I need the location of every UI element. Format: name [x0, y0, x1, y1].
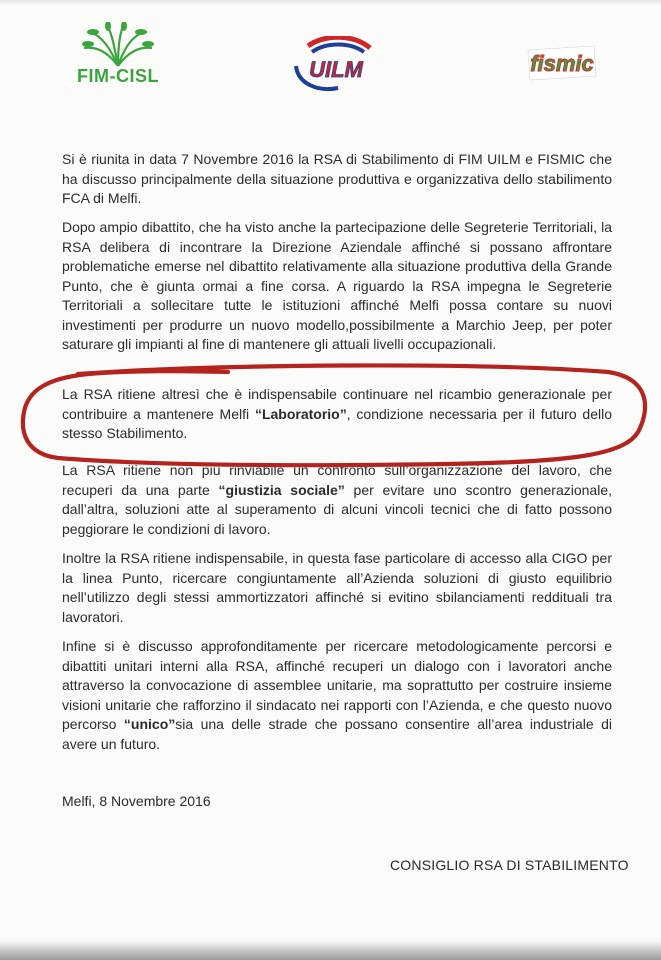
fim-cisl-logo	[64, 22, 174, 88]
p4-bold-giustizia-sociale: “giustizia sociale”	[218, 481, 345, 498]
paper-edge-top	[0, 0, 661, 6]
p3-text-after: , condizione necessaria per il futuro dello stesso Stabilimento.	[62, 405, 613, 441]
signature-date: Melfi, 8 Novembre 2016	[62, 793, 211, 809]
paragraph-generational-change	[62, 385, 612, 444]
p6-bold-unico: “unico”	[123, 716, 176, 732]
paragraph-work-organization	[62, 461, 612, 539]
paragraph-debate: Dopo ampio dibattito, che ha visto anche la partecipazione delle Segreterie Territoriali, la RSA delibera di incontrare la Direzione Aziendale affinché si possano affrontare problematiche emerse nel dibattito relativamente alla situazione produttiva della Grande Punto, che è giunta ormai a fine corsa. A riguardo la RSA impegna le Segreterie Territoriali a sollecitare tutte le istituzioni affinché Melfi possa contare su nuovi investimenti per produrre un nuovo modello,possibilmente a Marchio Jeep, per poter saturare gli impianti al fine di mantenere gli attuali livelli occupazionali.	[62, 219, 612, 352]
p3-bold-laboratorio: “Laboratorio”	[254, 405, 347, 422]
p6-text-after: sia una delle strade che possano consentire all’area industriale di avere un futuro.	[62, 716, 612, 752]
paper-edge-bottom	[0, 940, 661, 960]
uilm-logo-text: UILM	[309, 57, 363, 82]
paragraph-unitary-path	[62, 637, 612, 754]
fim-cisl-logo-text: FIM-CISL	[77, 66, 159, 86]
p6-text-before: Infine si è discusso approfonditamente per ricercare metodologicamente percorsi e dibattiti unitari interni alla RSA, affinché recuperi un dialogo con i lavoratori anche attraverso la convocazione di assemblee unitarie, ma soprattutto per costruire insieme visioni unitarie che rafforzino il sindacato nei rapporti con l’Azienda, e che questo nuovo percorso	[62, 638, 612, 732]
fismic-logo-text: fismic	[530, 51, 594, 76]
fim-cisl-flower-icon	[78, 22, 158, 68]
paragraph-meeting-summary: Si è riunita in data 7 Novembre 2016 la RSA di Stabilimento di FIM UILM e FISMIC che ha discusso principalmente della situazione produttiva e organizzativa dello stabilimento FCA di Melfi.	[62, 151, 612, 206]
paragraph-cigo: Inoltre la RSA ritiene indispensabile, in questa fase particolare di accesso alla CIGO per la linea Punto, ricercare congiuntamente all’Azienda soluzioni di giusto equilibrio nell’utilizzo degli stessi ammortizzatori affinché si evitino sbilanciamenti reddituali tra lavoratori.	[62, 550, 612, 625]
uilm-logo	[290, 36, 382, 92]
p4-text-before: La RSA ritiene non più rinviabile un confronto sull’organizzazione del lavoro, che recuperi da una parte	[62, 462, 612, 498]
signature-council: CONSIGLIO RSA DI STABILIMENTO	[390, 857, 629, 873]
fismic-logo	[524, 40, 600, 84]
p3-text-before: La RSA ritiene altresì che è indispensabile continuare nel ricambio generazionale per contribuire a mantenere Melfi	[62, 386, 612, 422]
p4-text-after: per evitare uno scontro generazionale, dall’altra, soluzioni atte al superamento di alcuni vincoli tecnici che di fatto possono peggiorare le condizioni di lavoro.	[62, 481, 613, 537]
